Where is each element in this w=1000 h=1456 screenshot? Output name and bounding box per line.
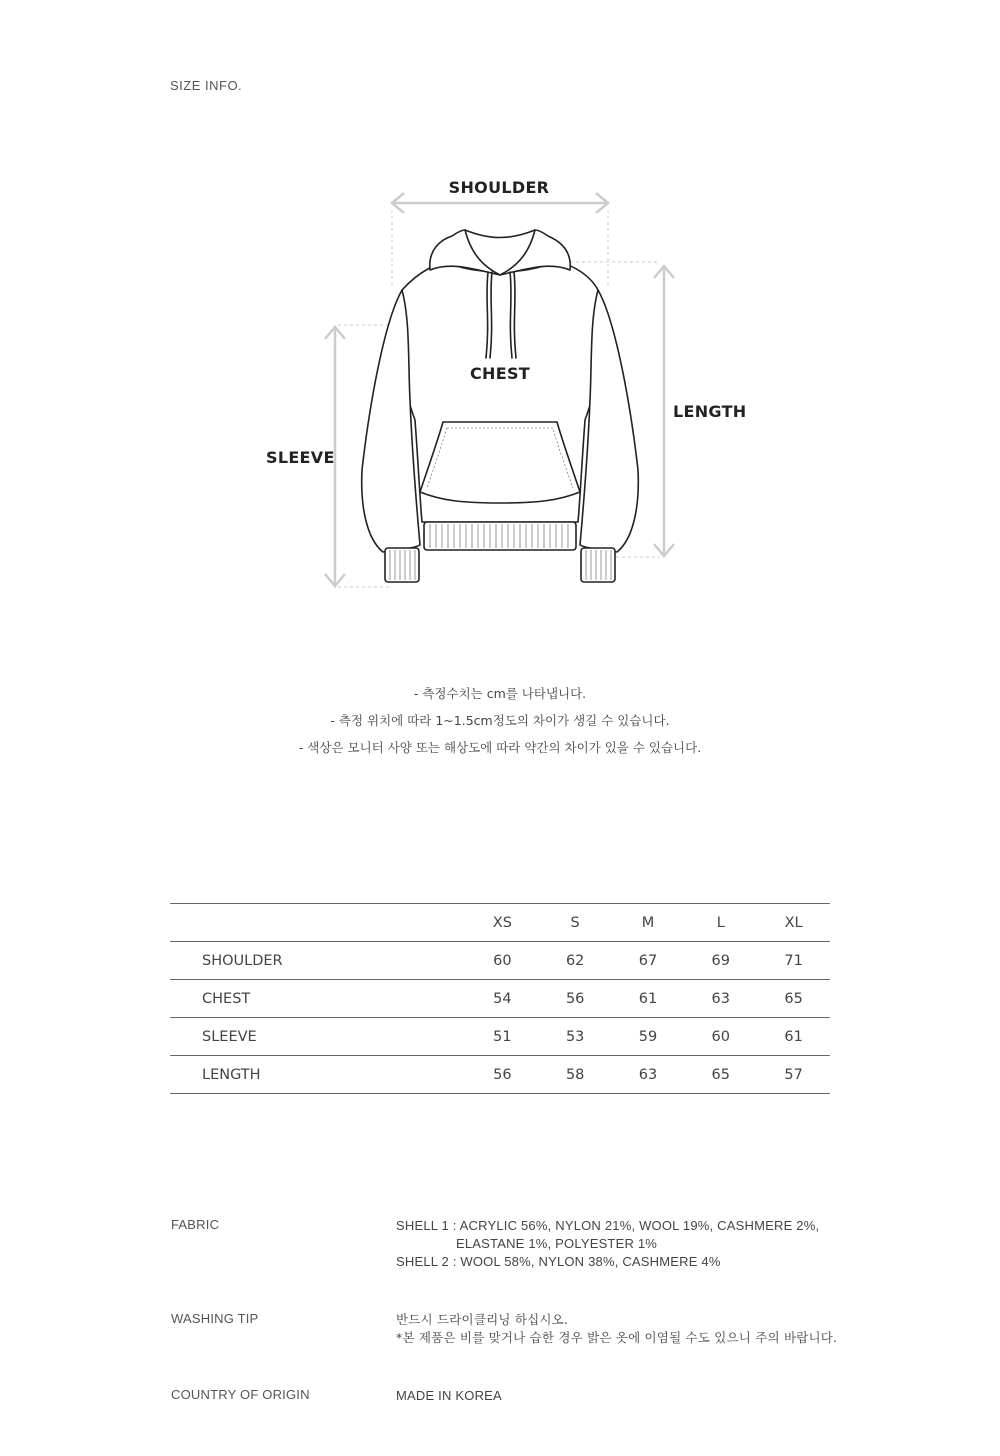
size-table-header (170, 904, 830, 942)
sleeve-label: SLEEVE (266, 448, 335, 467)
origin-value: MADE IN KOREA (396, 1388, 502, 1403)
table-cell: 61 (612, 980, 685, 1018)
washing-line: 반드시 드라이클리닝 하십시오. (396, 1312, 569, 1327)
fabric-label: FABRIC (171, 1217, 220, 1232)
header-empty-cell (170, 904, 466, 942)
table-cell: 65 (684, 1056, 757, 1094)
table-cell: 56 (466, 1056, 539, 1094)
size-header: S (539, 904, 612, 942)
row-label: CHEST (170, 980, 466, 1018)
table-row (170, 1056, 830, 1094)
row-label: LENGTH (170, 1056, 466, 1094)
table-cell: 54 (466, 980, 539, 1018)
washing-value (396, 1311, 956, 1347)
origin-label: COUNTRY OF ORIGIN (171, 1387, 310, 1402)
table-row (170, 1018, 830, 1056)
size-header: XL (757, 904, 830, 942)
table-row (170, 980, 830, 1018)
hoodie-size-diagram (0, 150, 1000, 610)
table-cell: 57 (757, 1056, 830, 1094)
size-header: L (684, 904, 757, 942)
fabric-line: ELASTANE 1%, POLYESTER 1% (456, 1236, 658, 1251)
table-cell: 63 (684, 980, 757, 1018)
note-line: - 측정 위치에 따라 1~1.5cm정도의 차이가 생길 수 있습니다. (330, 713, 670, 728)
length-label: LENGTH (673, 402, 747, 421)
table-cell: 59 (612, 1018, 685, 1056)
shoulder-label: SHOULDER (448, 178, 550, 197)
table-cell: 60 (684, 1018, 757, 1056)
size-table (170, 903, 830, 1094)
washing-line: *본 제품은 비를 맞거나 습한 경우 밝은 옷에 이염될 수도 있으니 주의 바랍니다. (396, 1330, 838, 1345)
washing-label: WASHING TIP (171, 1311, 259, 1326)
table-cell: 69 (684, 942, 757, 980)
hoodie-outline (362, 230, 639, 582)
table-cell: 65 (757, 980, 830, 1018)
chest-label: CHEST (470, 364, 530, 383)
size-header: M (612, 904, 685, 942)
table-cell: 62 (539, 942, 612, 980)
table-cell: 67 (612, 942, 685, 980)
table-cell: 60 (466, 942, 539, 980)
table-cell: 58 (539, 1056, 612, 1094)
size-header: XS (466, 904, 539, 942)
table-cell: 51 (466, 1018, 539, 1056)
fabric-value (396, 1217, 896, 1271)
table-cell: 61 (757, 1018, 830, 1056)
table-cell: 63 (612, 1056, 685, 1094)
table-cell: 56 (539, 980, 612, 1018)
fabric-line: SHELL 1 : ACRYLIC 56%, NYLON 21%, WOOL 19%, CASHMERE 2%, (396, 1218, 820, 1233)
note-line: - 색상은 모니터 사양 또는 해상도에 따라 약간의 차이가 있을 수 있습니다. (298, 740, 702, 755)
table-cell: 71 (757, 942, 830, 980)
page-title: SIZE INFO. (170, 78, 243, 93)
note-line: - 측정수치는 cm를 나타냅니다. (413, 686, 587, 701)
table-cell: 53 (539, 1018, 612, 1056)
row-label: SHOULDER (170, 942, 466, 980)
row-label: SLEEVE (170, 1018, 466, 1056)
measurement-notes (0, 680, 1000, 761)
fabric-line: SHELL 2 : WOOL 58%, NYLON 38%, CASHMERE 4% (396, 1254, 721, 1269)
table-row (170, 942, 830, 980)
